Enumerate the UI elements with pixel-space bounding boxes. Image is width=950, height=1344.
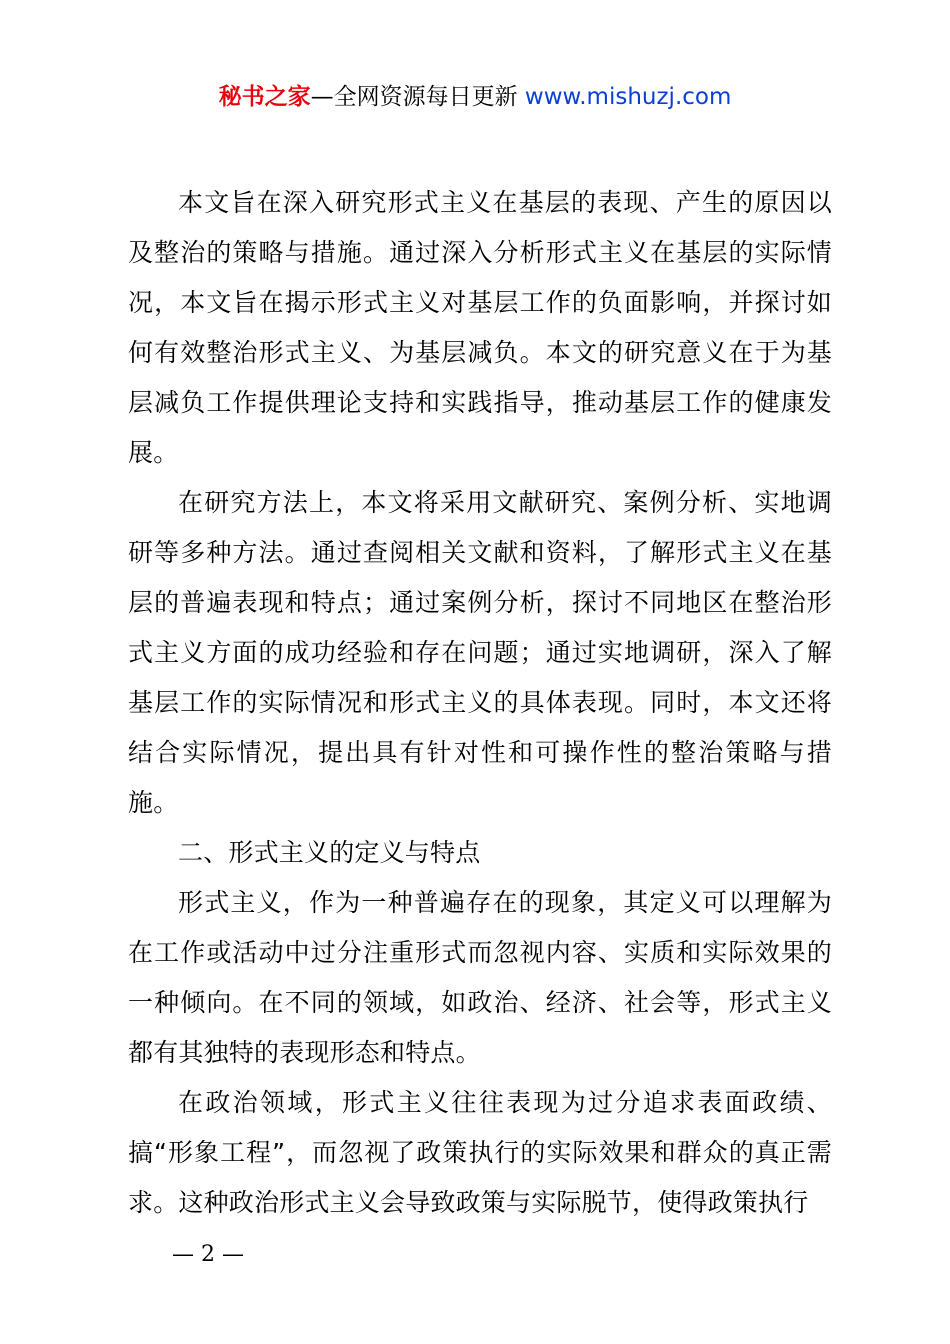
section-heading: 二、形式主义的定义与特点 [178, 838, 481, 867]
site-header [0, 82, 950, 112]
site-url-link[interactable]: www.mishuzj.com [524, 84, 732, 110]
paragraph: 在研究方法上，本文将采用文献研究、案例分析、实地调研等多种方法。通过查阅相关文献和资料，了解形式主义在基层的普遍表现和特点；通过案例分析，探讨不同地区在整治形式主义方面的成功经验和存在问题；通过实地调研，深入了解基层工作的实际情况和形式主义的具体表现。同时，本文还将结合实际情况，提出具有针对性和可操作性的整治策略与措施。 [128, 488, 832, 817]
site-tagline: —全网资源每日更新 [310, 84, 525, 110]
site-brand: 秘书之家 [218, 84, 311, 110]
page-number: — 2 — [172, 1242, 244, 1267]
paragraph: 在政治领域，形式主义往往表现为过分追求表面政绩、搞“形象工程”，而忽视了政策执行的实际效果和群众的真正需求。这种政治形式主义会导致政策与实际脱节，使得政策执行 [128, 1088, 832, 1217]
document-body [128, 178, 832, 1228]
paragraph: 形式主义，作为一种普遍存在的现象，其定义可以理解为在工作或活动中过分注重形式而忽视内容、实质和实际效果的一种倾向。在不同的领域，如政治、经济、社会等，形式主义都有其独特的表现形态和特点。 [128, 888, 832, 1067]
paragraph: 本文旨在深入研究形式主义在基层的表现、产生的原因以及整治的策略与措施。通过深入分析形式主义在基层的实际情况，本文旨在揭示形式主义对基层工作的负面影响，并探讨如何有效整治形式主义、为基层减负。本文的研究意义在于为基层减负工作提供理论支持和实践指导，推动基层工作的健康发展。 [128, 188, 832, 467]
